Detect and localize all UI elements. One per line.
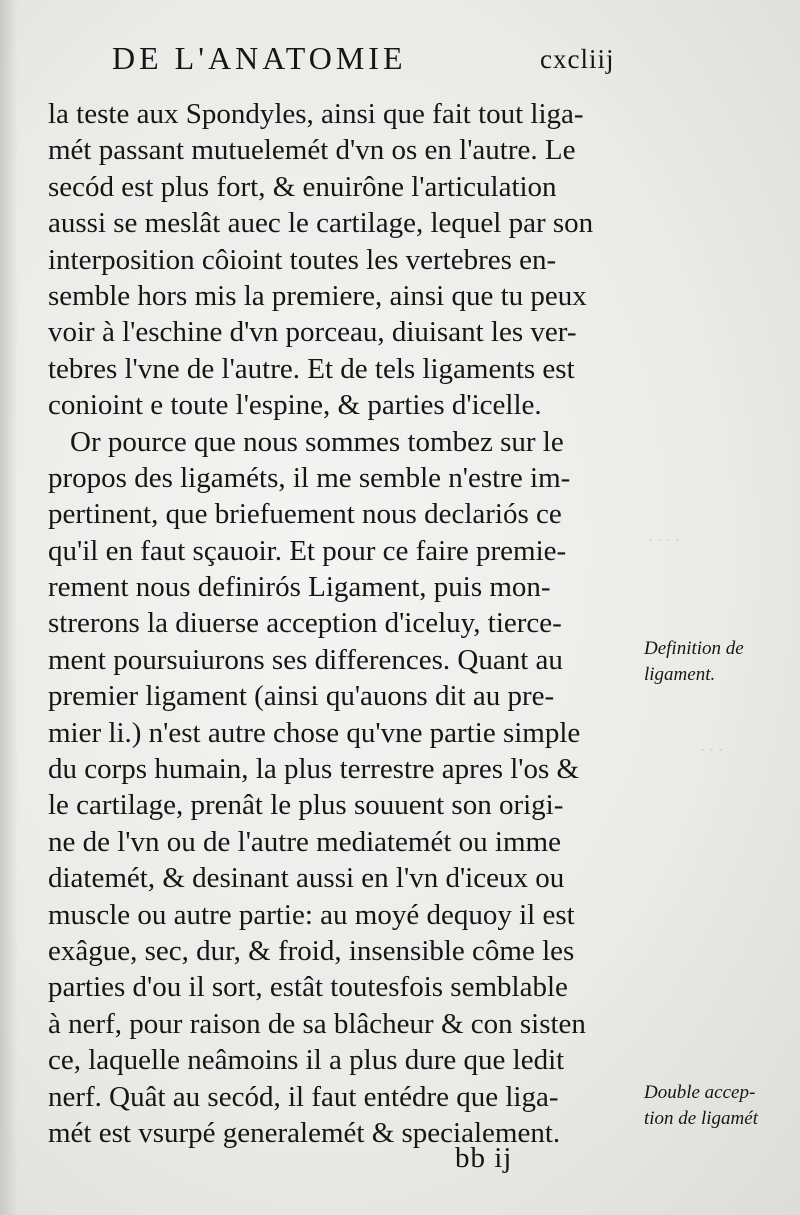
paragraph-start-line: Or pource que nous sommes tombez sur le (70, 425, 564, 458)
text-line: ce, laquelle neâmoins il a plus dure que ledit (48, 1044, 565, 1077)
show-through-marks-2: · · · (700, 740, 723, 760)
text-line: parties d'ou il sort, estât toutesfois semblable (48, 971, 568, 1004)
margin-note-definition (644, 636, 744, 688)
text-line: strerons la diuerse acception d'iceluy, tierce- (48, 607, 562, 640)
body-text-block (48, 96, 638, 1151)
text-line: propos des ligaméts, il me semble n'estre im- (48, 461, 571, 494)
text-line: semble hors mis la premiere, ainsi que tu peux (48, 279, 587, 312)
text-line: diatemét, & desinant aussi en l'vn d'iceux ou (48, 862, 565, 895)
spine-shadow (0, 0, 18, 1215)
text-line: à nerf, pour raison de sa blâcheur & con sisten (48, 1007, 586, 1040)
text-line: rement nous definirós Ligament, puis mon- (48, 571, 551, 604)
text-line: exâgue, sec, dur, & froid, insensible côme les (48, 934, 575, 967)
text-line: le cartilage, prenât le plus souuent son origi- (48, 789, 564, 822)
text-line: interposition côioint toutes les vertebres en- (48, 243, 557, 276)
margin-note-line: Definition de (644, 638, 744, 659)
text-line: secód est plus fort, & enuirône l'articulation (48, 170, 557, 203)
margin-note-line: Double accep- (644, 1082, 756, 1103)
text-line: la teste aux Spondyles, ainsi que fait tout liga- (48, 98, 584, 130)
margin-note-double-acception (644, 1080, 758, 1132)
text-line: voir à l'eschine d'vn porceau, diuisant les ver- (48, 316, 577, 349)
margin-note-line: tion de ligamét (644, 1108, 758, 1129)
margin-note-line: ligament. (644, 664, 716, 685)
text-line: mét passant mutuelemét d'vn os en l'autre. Le (48, 134, 576, 167)
text-line: ment poursuiurons ses differences. Quant au (48, 643, 563, 676)
signature-mark: bb ij (455, 1142, 513, 1174)
text-line: du corps humain, la plus terrestre apres l'os & (48, 753, 580, 786)
text-line: pertinent, que briefuement nous declariós ce (48, 498, 562, 531)
text-line: nerf. Quât au secód, il faut entédre que liga- (48, 1080, 559, 1113)
text-line: ne de l'vn ou de l'autre mediatemét ou imme (48, 825, 561, 858)
folio-number: cxcliij (540, 44, 615, 74)
text-line: mét est vsurpé generalemét & specialement. (48, 1116, 561, 1149)
text-line: conioint e toute l'espine, & parties d'icelle. (48, 389, 542, 422)
running-head: DE L'ANATOMIE (112, 40, 407, 76)
text-line: muscle ou autre partie: au moyé dequoy il est (48, 898, 575, 931)
text-line: aussi se meslât auec le cartilage, lequel par son (48, 207, 594, 240)
text-line: premier ligament (ainsi qu'auons dit au pre- (48, 680, 555, 713)
text-line: mier li.) n'est autre chose qu'vne partie simple (48, 716, 581, 749)
text-line: qu'il en faut sçauoir. Et pour ce faire premie- (48, 534, 567, 567)
text-line: tebres l'vne de l'autre. Et de tels ligaments est (48, 352, 575, 385)
show-through-marks: · · · · (648, 530, 680, 550)
